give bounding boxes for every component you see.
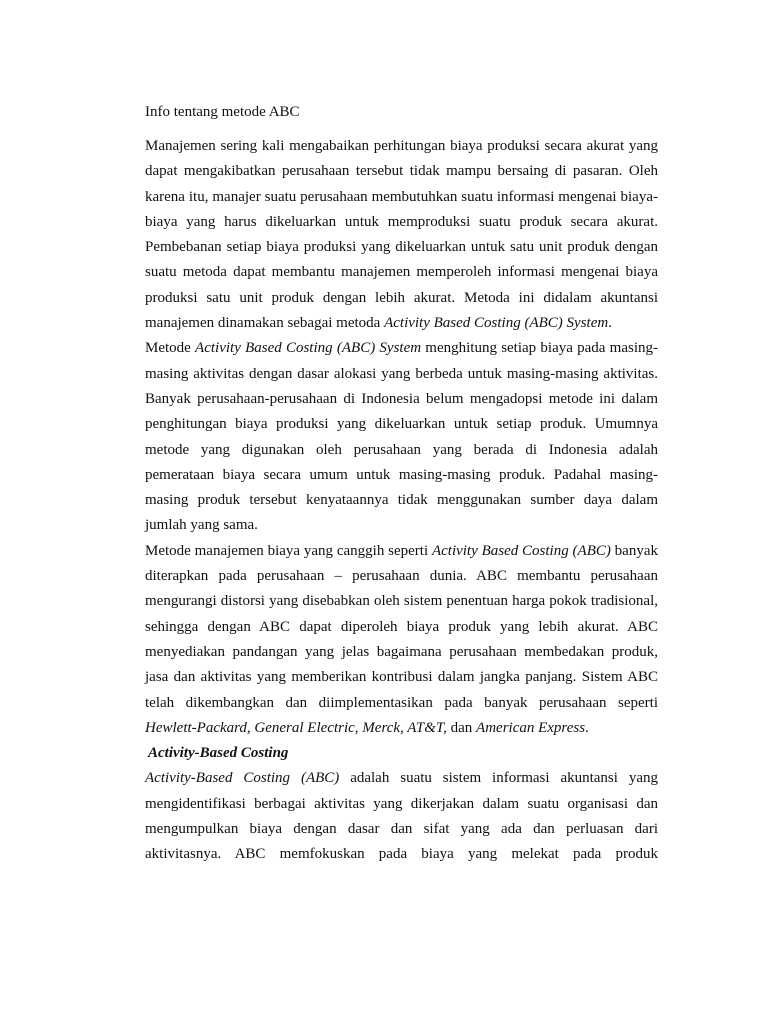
paragraph-intro-text: Manajemen sering kali mengabaikan perhitungan biaya produksi secara akurat yang dapat mengakibatkan perusahaan tersebut tidak mampu bersaing di pasaran. Oleh karena itu, manajer suatu perusahaan membutuhkan suatu informasi mengenai biaya-biaya yang harus dikeluarkan untuk memproduksi suatu produk secara akurat. Pembebanan setiap biaya produksi yang dikeluarkan untuk satu unit produk dengan suatu metoda dapat membantu manajemen memperoleh informasi mengenai biaya produksi satu unit produk dengan lebih akurat. Metoda ini didalam akuntansi manajemen dinamakan sebagai metoda bbox=[145, 138, 658, 332]
paragraph-abc-method-start: Metode bbox=[145, 340, 196, 357]
paragraph-abc-companies-list: Hewlett-Packard, General Electric, Merck, AT&T, bbox=[145, 719, 447, 736]
paragraph-abc-definition-term: Activity-Based Costing (ABC) bbox=[145, 770, 340, 787]
paragraph-abc-method-text: menghitung setiap biaya pada masing-masing aktivitas dengan dasar alokasi yang berbeda untuk masing-masing aktivitas. Banyak perusahaan-perusahaan di Indonesia belum mengadopsi metode ini dalam penghitungan biaya produksi yang dikeluarkan untuk setiap produk. Umumnya metode yang digunakan oleh perusahaan yang berada di Indonesia adalah pemerataan biaya secara umum untuk masing-masing produk. Padahal masing-masing produk tersebut kenyataannya tidak menggunakan sumber daya dalam jumlah yang sama. bbox=[145, 340, 658, 534]
paragraph-intro bbox=[145, 134, 658, 336]
paragraph-abc-companies bbox=[145, 539, 658, 741]
paragraph-abc-companies-last: American Express bbox=[476, 719, 586, 736]
paragraph-abc-companies-term: Activity Based Costing (ABC) bbox=[431, 542, 611, 559]
document-page bbox=[145, 100, 658, 868]
document-title: Info tentang metode ABC bbox=[145, 104, 300, 120]
paragraph-abc-definition bbox=[145, 766, 658, 867]
paragraph-abc-definition-text: adalah suatu sistem informasi akuntansi yang mengidentifikasi berbagai aktivitas yang dikerjakan dalam suatu organisasi dan mengumpulkan biaya dengan dasar dan sifat yang ada dan perluasan dari aktivitasnya. ABC memfokuskan pada biaya yang melekat pada produk bbox=[145, 770, 658, 863]
paragraph-intro-term: Activity Based Costing (ABC) System bbox=[384, 315, 609, 332]
paragraph-abc-companies-text: banyak diterapkan pada perusahaan – perusahaan dunia. ABC membantu perusahaan mengurangi distorsi yang disebabkan oleh sistem penentuan harga pokok tradisional, sehingga dengan ABC dapat diperoleh biaya produk yang lebih akurat. ABC menyediakan pandangan yang jelas bagaimana perusahaan membedakan produk, jasa dan aktivitas yang memberikan kontribusi dalam jangka panjang. Sistem ABC telah dikembangkan dan diimplementasikan pada banyak perusahaan seperti bbox=[145, 542, 658, 711]
paragraph-abc-method bbox=[145, 336, 658, 538]
paragraph-abc-method-term: Activity Based Costing (ABC) System bbox=[195, 340, 422, 357]
paragraph-abc-companies-start: Metode manajemen biaya yang canggih seperti bbox=[145, 542, 432, 559]
paragraph-abc-companies-end: . bbox=[585, 719, 589, 736]
paragraph-intro-end: . bbox=[608, 315, 612, 332]
paragraph-abc-companies-and: dan bbox=[446, 719, 477, 736]
section-heading: Activity-Based Costing bbox=[148, 745, 289, 762]
